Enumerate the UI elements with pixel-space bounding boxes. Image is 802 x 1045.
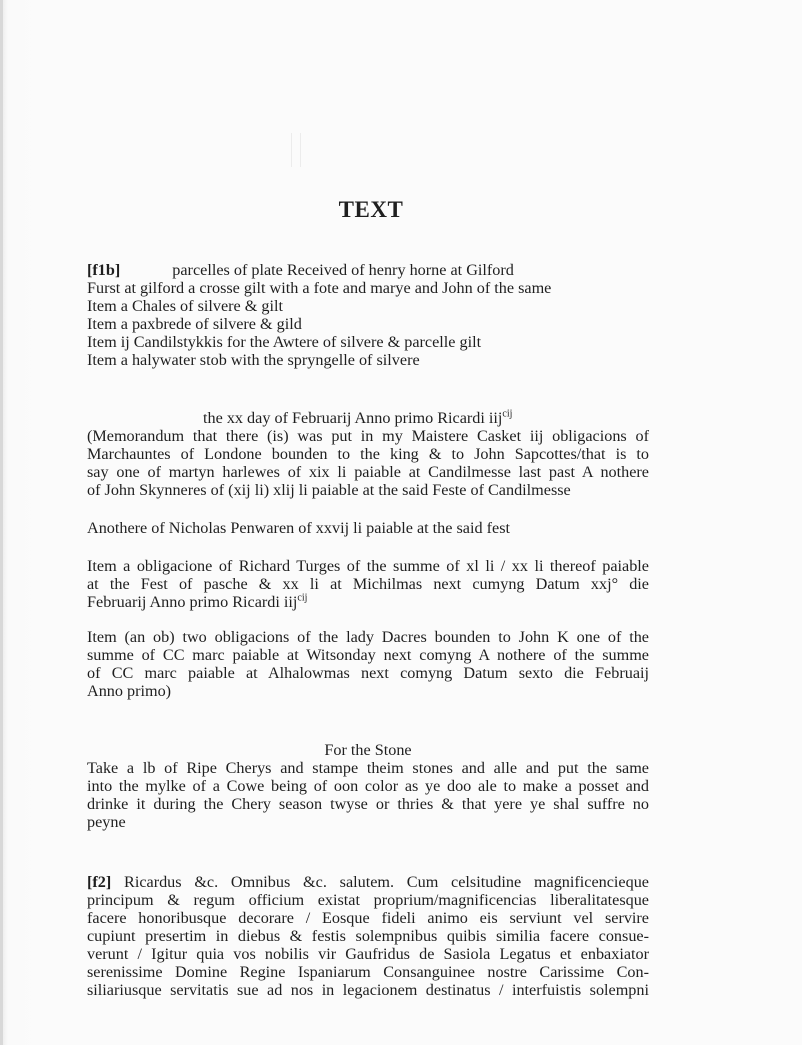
folio-tag: [f1b] xyxy=(87,261,121,279)
section-f2-first-line xyxy=(87,873,649,891)
section-dacres xyxy=(87,628,649,700)
text-line: cupiunt presertim in diebus & festis solempnibus quibis similia facere consue- xyxy=(87,927,649,945)
text-line: of CC marc paiable at Alhalowmas next comyng Datum sexto die Februaij xyxy=(87,664,649,682)
section-heading: For the Stone xyxy=(324,741,412,759)
text-line: Item a obligacione of Richard Turges of the summe of xl li / xx li thereof paiable xyxy=(87,557,649,575)
section-penwaren xyxy=(87,519,649,537)
page-title: TEXT xyxy=(338,197,404,222)
superscript: cij xyxy=(502,408,513,420)
text-line: into the mylke of a Cowe being of oon color as ye doo ale to make a posset and xyxy=(87,777,649,795)
text-fragment: Februarij Anno primo Ricardi iij xyxy=(87,593,298,611)
section-turges xyxy=(87,557,649,611)
section-heading: parcelles of plate Received of henry horne at Gilford xyxy=(172,261,514,279)
text-line: verunt / Igitur quia vos nobilis vir Gaufridus de Sasiola Legatus et enbaxiator xyxy=(87,945,649,963)
section-stone-heading xyxy=(87,741,649,759)
text-line: Anno primo) xyxy=(87,682,172,700)
text-line: of John Skynneres of (xij li) xlij li paiable at the said Feste of Candilmesse xyxy=(87,481,571,499)
folio-tag: [f2] xyxy=(87,873,112,891)
text-line: Item a paxbrede of silvere & gild xyxy=(87,315,302,333)
text-line: drinke it during the Chery season twyse or thries & that yere ye shal suffre no xyxy=(87,795,649,813)
text-fragment: Ricardus &c. Omnibus &c. salutem. Cum celsitudine magnificencieque xyxy=(124,873,649,891)
section-memorandum xyxy=(87,409,649,427)
text-line: siliariusque servitatis sue ad nos in legacionem destinatus / interfuistis solempni xyxy=(87,981,649,999)
date-text: the xx day of Februarij Anno primo Ricardi iij xyxy=(203,409,503,427)
text-line: (Memorandum that there (is) was put in my Maistere Casket iij obligacions of xyxy=(87,427,649,445)
text-line: Take a lb of Ripe Cherys and stampe theim stones and alle and put the same xyxy=(87,759,649,777)
section-f1b-heading-line xyxy=(87,261,649,279)
text-line: Item a Chales of silvere & gilt xyxy=(87,297,283,315)
text-line: Item ij Candilstykkis for the Awtere of silvere & parcelle gilt xyxy=(87,333,482,351)
memorandum-body xyxy=(87,427,649,499)
text-line: Marchauntes of Londone bounden to the king & to John Sapcottes/that is to xyxy=(87,445,649,463)
section-f2 xyxy=(87,873,649,999)
text-line: say one of martyn harlewes of xix li paiable at Candilmesse last past A nothere xyxy=(87,463,649,481)
text-line: Anothere of Nicholas Penwaren of xxvij li paiable at the said fest xyxy=(87,519,510,537)
text-line: at the Fest of pasche & xx li at Michilmas next cumyng Datum xxj° die xyxy=(87,575,649,593)
text-line: summe of CC marc paiable at Witsonday next comyng A nothere of the summe xyxy=(87,646,649,664)
text-line: facere honoribusque decorare / Eosque fideli animo eis serviunt vel servire xyxy=(87,909,649,927)
text-line: Furst at gilford a crosse gilt with a fote and marye and John of the same xyxy=(87,279,552,297)
text-line: principum & regum officium existat proprium/magnificencias liberalitatesque xyxy=(87,891,649,909)
text-line: Item a halywater stob with the spryngelle of silvere xyxy=(87,351,420,369)
text-line: peyne xyxy=(87,813,126,831)
text-line: serenissime Domine Regine Ispaniarum Consanguinee nostre Carissime Con- xyxy=(87,963,649,981)
date-line xyxy=(87,409,649,427)
section-stone xyxy=(87,759,649,831)
text-line: Item (an ob) two obligacions of the lady Dacres bounden to John K one of the xyxy=(87,628,649,646)
page-edge xyxy=(0,0,3,1045)
superscript: cij xyxy=(297,592,308,604)
bleed-through-mark xyxy=(291,133,301,167)
text-line xyxy=(87,593,649,611)
section-f1b xyxy=(87,261,649,369)
